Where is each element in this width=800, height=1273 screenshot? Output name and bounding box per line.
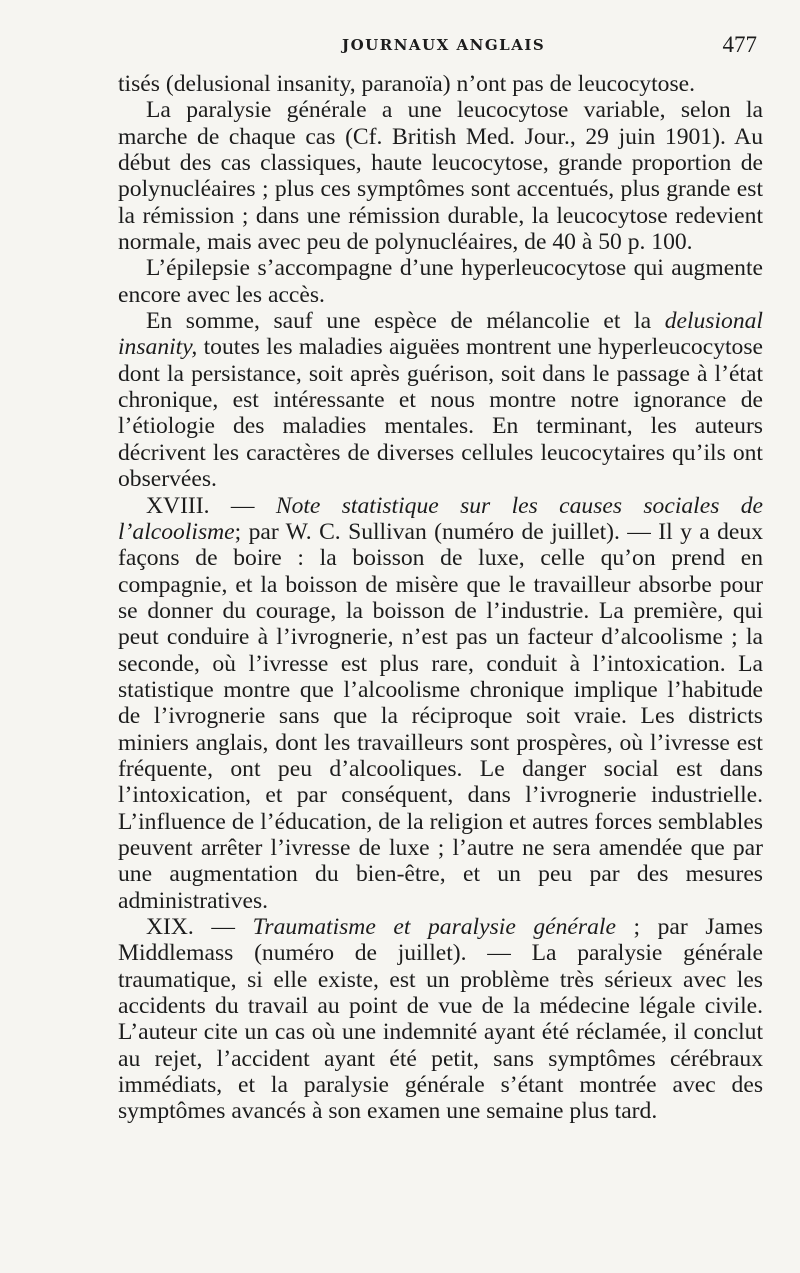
section-xviii-body: ; par W. C. Sullivan (numéro de juillet). — Il y a deux façons de boire : la boisson de luxe, celle qu’on prend en compagnie, et la boisson de misère que le travailleur absorbe pour se donner du courage, la boisson de l’industrie. La première, qui peut conduire à l’ivrognerie, n’est pas un facteur d’alcoolisme ; la seconde, où l’ivresse est plus rare, conduit à l’intoxication. La statistique montre que l’alcoolisme chronique implique l’habitude de l’ivrognerie sans que la réciproque soit vraie. Les districts miniers anglais, dont les travailleurs sont prospères, où l’ivresse est fréquente, ont peu d’alcooliques. Le danger social est dans l’intoxication, et par conséquent, dans l’ivrognerie industrielle. L’influence de l’éducation, de la religion et autres forces semblables peuvent arrêter l’ivresse de luxe ; l’autre ne sera amendée que par une augmentation du bien-être, et un peu par des mesures administratives. [118,518,763,914]
paragraph-paralysie: La paralysie générale a une leucocytose variable, selon la marche de chaque cas (Cf. British Med. Jour., 29 juin 1901). Au début des cas classiques, haute leucocytose, grande proportion de polynucléaires ; plus ces symptômes sont accentués, plus grande est la rémission ; dans une rémission durable, la leucocytose redevient normale, mais avec peu de polynucléaires, de 40 à 50 p. 100. [118,97,763,256]
section-xviii-title: Note statistique sur les causes sociales de l’alcoolisme [118,492,763,545]
running-head: JOURNAUX ANGLAIS [342,36,546,54]
section-xviii [118,493,763,915]
paragraph-epilepsie: L’épilepsie s’accompagne d’une hyperleucocytose qui augmente encore avec les accès. [118,255,763,308]
paragraph-continuation: tisés (delusional insanity, paranoïa) n’ont pas de leucocytose. [118,71,696,97]
section-xix-number: XIX. — [146,914,253,940]
page-header [118,34,763,62]
section-xix-title: Traumatisme et paralysie générale [252,914,616,940]
delusional-insanity-italic: delusional insanity, [118,308,763,361]
section-xviii-number: XVIII. — [146,492,276,519]
page-number: 477 [722,32,757,57]
section-xix-body: ; par James Middlemass (numéro de juillet). — La paralysie générale traumatique, si elle existe, est un problème très sérieux avec les accidents du travail au point de vue de la médecine légale civile. L’auteur cite un cas où une indemnité ayant été réclamée, il conclut au rejet, l’accident ayant été petit, sans symptômes cérébraux immédiats, et la paralysie générale s’étant montrée avec des symptômes avancés à son examen une semaine plus tard. [118,914,763,1125]
paragraph-en-somme [118,308,763,492]
body-text [118,71,763,1125]
section-xix [118,914,763,1125]
paragraph-en-somme-rest: toutes les maladies aiguëes montrent une hyperleucocytose dont la persistance, soit après guérison, soit dans le passage à l’état chronique, est intéressante et nous montre notre ignorance de l’étiologie des maladies mentales. En terminant, les auteurs décrivent les caractères de diverses cellules leucocytaires qu’ils ont observées. [118,334,763,493]
paragraph-en-somme-lead: En somme, sauf une espèce de mélancolie et la [146,308,665,335]
